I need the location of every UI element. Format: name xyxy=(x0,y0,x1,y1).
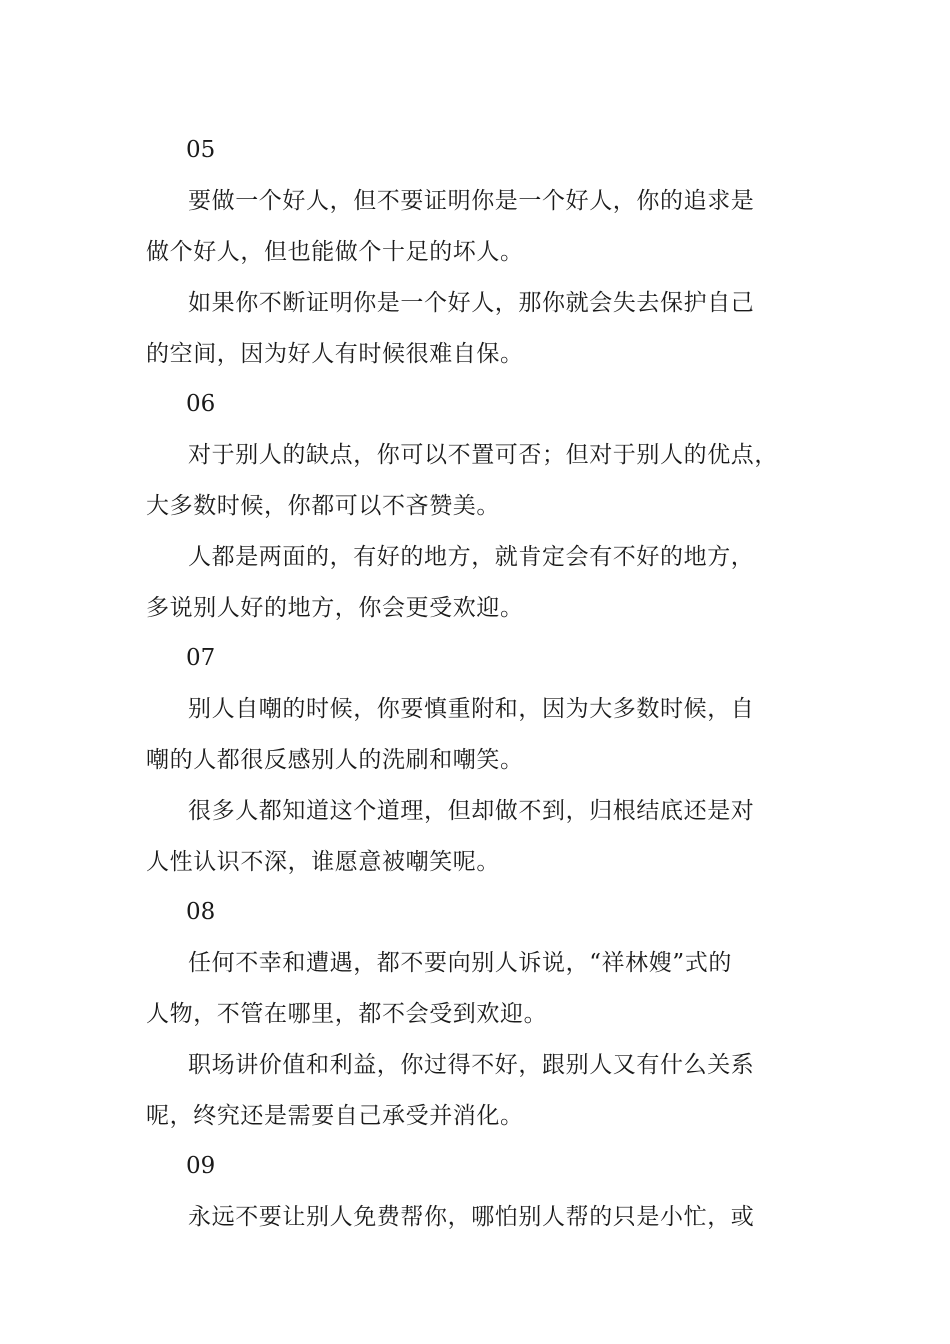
paragraph xyxy=(146,786,810,888)
section-number: 07 xyxy=(186,645,216,671)
paragraph-line: 很多人都知道这个道理，但却做不到，归根结底还是对 xyxy=(188,798,755,824)
paragraph-line: 人性认识不深，谁愿意被嘲笑呢。 xyxy=(146,849,500,875)
paragraph xyxy=(146,532,810,634)
paragraph-line: 大多数时候，你都可以不吝赞美。 xyxy=(146,493,500,519)
paragraph-line: 嘲的人都很反感别人的洗刷和嘲笑。 xyxy=(146,747,524,773)
section-number: 09 xyxy=(186,1153,216,1179)
paragraph-line: 人都是两面的，有好的地方，就肯定会有不好的地方， xyxy=(188,544,755,570)
paragraph-line: 做个好人，但也能做个十足的坏人。 xyxy=(146,239,524,265)
section-number: 05 xyxy=(186,137,216,163)
paragraph-line: 要做一个好人，但不要证明你是一个好人，你的追求是 xyxy=(188,188,755,214)
paragraph-line: 对于别人的缺点，你可以不置可否；但对于别人的优点， xyxy=(188,442,778,468)
document-body xyxy=(146,126,810,1243)
paragraph-line: 如果你不断证明你是一个好人，那你就会失去保护自己 xyxy=(188,290,755,316)
paragraph-line: 任何不幸和遭遇，都不要向别人诉说，“祥林嫂”式的 xyxy=(188,950,732,976)
paragraph-line: 永远不要让别人免费帮你，哪怕别人帮的只是小忙，或 xyxy=(188,1204,755,1230)
paragraph-line: 别人自嘲的时候，你要慎重附和，因为大多数时候，自 xyxy=(188,696,755,722)
paragraph-line: 职场讲价值和利益，你过得不好，跟别人又有什么关系 xyxy=(188,1052,755,1078)
paragraph-line: 呢，终究还是需要自己承受并消化。 xyxy=(146,1103,524,1129)
paragraph xyxy=(146,430,810,532)
paragraph-line: 人物，不管在哪里，都不会受到欢迎。 xyxy=(146,1001,548,1027)
section-number: 08 xyxy=(186,899,216,925)
paragraph-line: 的空间，因为好人有时候很难自保。 xyxy=(146,341,524,367)
paragraph xyxy=(146,684,810,786)
paragraph xyxy=(146,938,810,1040)
section-number: 06 xyxy=(186,391,216,417)
paragraph xyxy=(146,278,810,380)
paragraph xyxy=(146,1192,810,1243)
paragraph xyxy=(146,176,810,278)
paragraph-line: 多说别人好的地方，你会更受欢迎。 xyxy=(146,595,524,621)
paragraph xyxy=(146,1040,810,1142)
